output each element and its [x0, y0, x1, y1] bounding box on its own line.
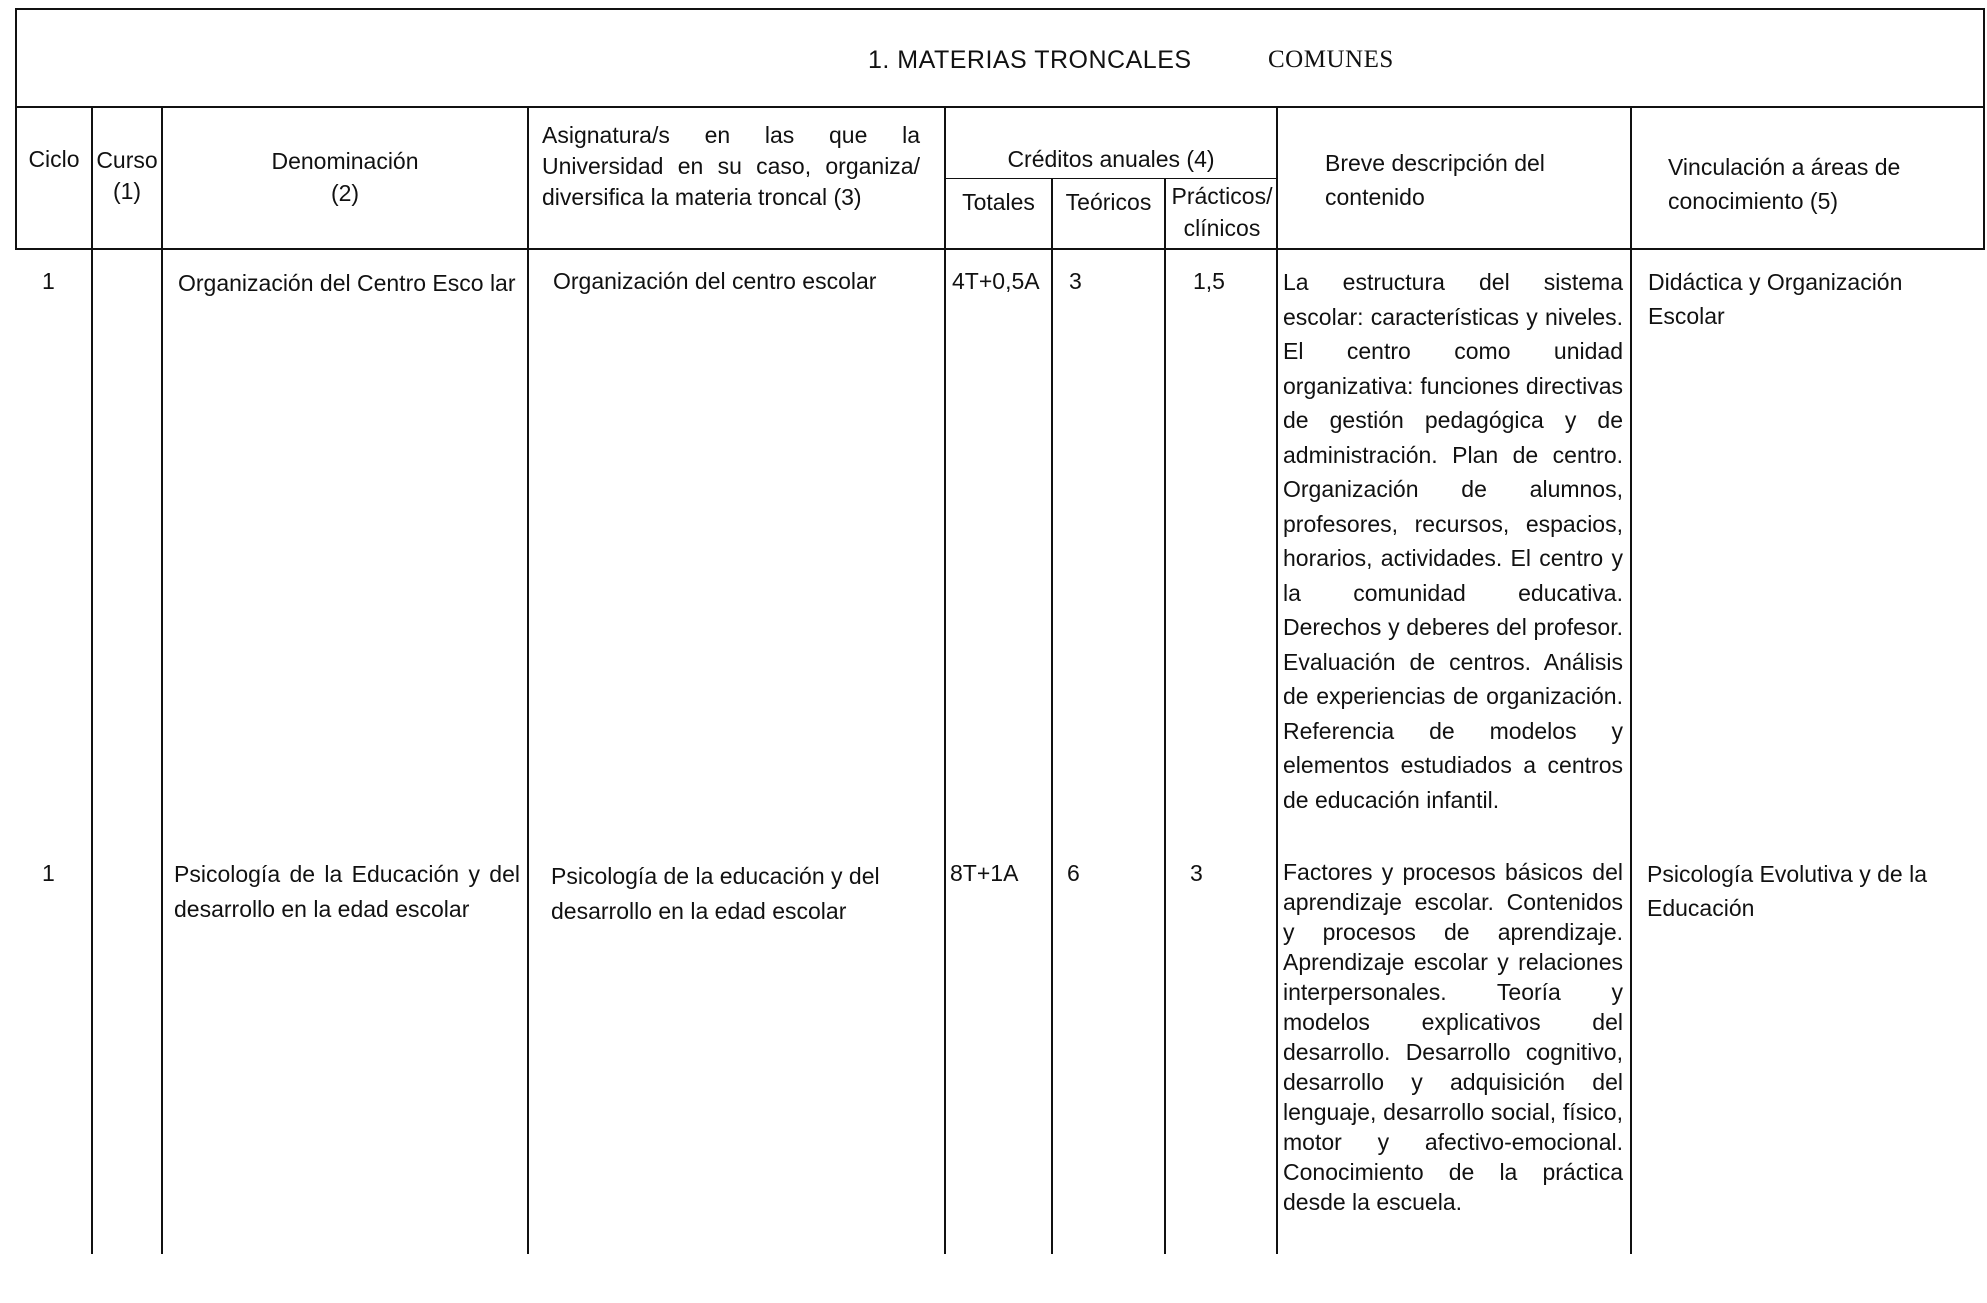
header-totales: Totales: [962, 189, 1035, 215]
header-asignaturas: Asignatura/s en las que la Universidad en su caso, organiza/ diversifica la materia troncal (3): [542, 122, 920, 210]
row2-denominacion: Psicología de la Educación y del desarrollo en la edad escolar: [174, 861, 520, 922]
row1-asignatura: Organización del centro escolar: [553, 268, 877, 294]
title-divider: [15, 106, 1985, 108]
row1-teoricos: 3: [1069, 268, 1082, 294]
row2-vinculacion: Psicología Evolutiva y de la Educación: [1647, 861, 1927, 921]
column-line-teoricos: [1051, 178, 1053, 1254]
row1-totales: 4T+0,5A: [952, 268, 1040, 294]
column-line-curso: [91, 108, 93, 1254]
header-curso: Curso (1): [96, 147, 158, 204]
header-descripcion: Breve descripción del contenido: [1325, 150, 1545, 210]
header-ciclo: Ciclo: [28, 146, 80, 172]
header-teoricos: Teóricos: [1065, 189, 1152, 215]
header-creditos: Créditos anuales (4): [1007, 146, 1215, 172]
row1-practicos: 1,5: [1193, 268, 1225, 294]
column-line-vinculacion: [1630, 108, 1632, 1254]
table-border-right: [1983, 8, 1985, 250]
header-practicos: Prácticos/ clínicos: [1171, 183, 1273, 241]
column-line-practicos: [1164, 178, 1166, 1254]
column-line-totales: [944, 108, 946, 1254]
row1-ciclo: 1: [42, 268, 55, 294]
row1-denominacion: Organización del Centro Esco lar: [178, 270, 516, 296]
table-title: 1. MATERIAS TRONCALES: [868, 46, 1192, 74]
table-border-left: [15, 8, 17, 250]
column-line-descripcion: [1276, 108, 1278, 1254]
creditos-subheader-divider: [945, 178, 1277, 179]
table-title-suffix: COMUNES: [1268, 46, 1394, 73]
row2-teoricos: 6: [1067, 860, 1080, 886]
row1-vinculacion: Didáctica y Organización Escolar: [1648, 269, 1903, 329]
header-vinculacion: Vinculación a áreas de conocimiento (5): [1668, 154, 1901, 214]
row2-asignatura: Psicología de la educación y del desarrollo en la edad escolar: [551, 863, 880, 924]
row2-totales: 8T+1A: [950, 860, 1019, 886]
row1-descripcion: La estructura del sistema escolar: características y niveles. El centro como unidad organizativa: funciones directivas de gestión pedagógica y de administración. Plan de centro. Organización de alumnos, profesores, recursos, espacios, horarios, actividades. El centro y la comunidad educativa. Derechos y deberes del profesor. Evaluación de centros. Análisis de experiencias de organización. Referencia de modelos y elementos estudiados a centros de educación infantil.: [1283, 269, 1623, 813]
header-divider: [15, 248, 1985, 250]
column-line-asignatura: [527, 108, 529, 1254]
row2-ciclo: 1: [42, 860, 55, 886]
column-line-denominacion: [161, 108, 163, 1254]
header-denominacion: Denominación (2): [271, 148, 419, 206]
row2-practicos: 3: [1190, 860, 1203, 886]
row2-descripcion: Factores y procesos básicos del aprendizaje escolar. Contenidos y procesos de aprendizaje. Aprendizaje escolar y relaciones interpersonales. Teoría y modelos explicativos del desarrollo. Desarrollo cognitivo, desarrollo y adquisición del lenguaje, desarrollo social, físico, motor y afectivo-emocional. Conocimiento de la práctica desde la escuela.: [1283, 859, 1623, 1215]
table-border-top: [15, 8, 1985, 10]
